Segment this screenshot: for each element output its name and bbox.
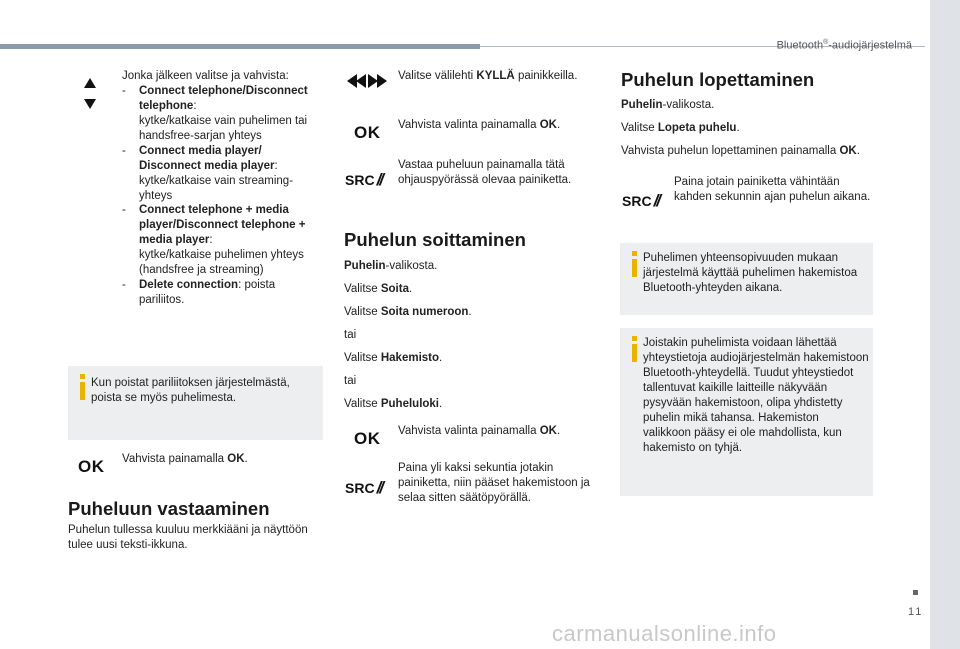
header-rule-dark	[0, 44, 480, 49]
info-box-contacts	[620, 328, 873, 496]
src-steering-button-icon: SRC //	[622, 191, 660, 210]
info-text: Joistakin puhelimista voidaan lähettää yhteystietoja audiojärjestelmän hakemistoon Bluetooth-yhteydellä. Tuudut yhteystiedot tallentuvat kaikille laitteille näkyvään pysyvään hakemistoon, olipa yhdistetty puhelin mikä tahansa. Hakemiston valikkoon pääsy ei ole mahdollista, kun hakemisto on tyhjä.	[643, 337, 869, 454]
page-number: 11	[908, 606, 924, 618]
intro-text: Jonka jälkeen valitse ja vahvista:	[122, 70, 289, 82]
press-long-text: Paina yli kaksi sekuntia jotakin painiketta, niin pääset hakemistoon ja selaa sitten säätöpyörällä.	[398, 462, 590, 504]
page-header-title: Bluetooth®-audiojärjestelmä	[776, 39, 912, 52]
list-item: - Connect media player/ Disconnect media player: kytke/katkaise vain streaming-yhteys	[122, 144, 322, 204]
end-call-steps: Puhelin-valikosta. Valitse Lopeta puhelu. Vahvista puhelun lopettaminen painamalla OK.	[621, 99, 860, 157]
press-hold-text: Paina jotain painiketta vähintään kahden sekunnin ajan puhelun aikana.	[674, 176, 871, 203]
answer-call-text: Puhelun tullessa kuuluu merkkiääni ja näyttöön tulee uusi teksti-ikkuna.	[68, 524, 308, 551]
ok-button-icon: OK	[354, 123, 381, 142]
page-marker-dot	[913, 590, 918, 595]
list-item: - Connect telephone + media player/Disconnect telephone + media player: kytke/katkaise puhelimen yhteys (handsfree ja streaming)	[122, 203, 322, 278]
info-box-unpair	[68, 366, 323, 440]
heading-answer-call: Puheluun vastaaminen	[68, 498, 270, 519]
make-call-steps: Puhelin-valikosta. Valitse Soita. Valitse Soita numeroon. tai Valitse Hakemisto. tai Valitse Puheluloki.	[344, 260, 472, 410]
arrow-down-icon	[84, 99, 96, 109]
src-steering-button-icon: SRC //	[345, 170, 383, 189]
confirm-text: Vahvista valinta painamalla OK.	[398, 119, 561, 131]
arrow-up-icon	[84, 78, 96, 88]
arrow-left-right-icon	[347, 74, 387, 88]
confirm-text: Vahvista valinta painamalla OK.	[398, 425, 561, 437]
page-side-tab	[930, 0, 960, 649]
connection-options	[122, 69, 322, 308]
info-box-compatibility	[620, 243, 873, 315]
ok-button-icon: OK	[78, 457, 105, 476]
src-steering-button-icon: SRC //	[345, 478, 383, 497]
info-text: Puhelimen yhteensopivuuden mukaan järjestelmä käyttää puhelimen hakemistoa Bluetooth-yhteyden aikana.	[643, 252, 858, 294]
confirm-text: Vahvista painamalla OK.	[122, 453, 248, 465]
info-text: Kun poistat pariliitoksen järjestelmästä, poista se myös puhelimesta.	[91, 377, 290, 404]
heading-end-call: Puhelun lopettaminen	[621, 69, 815, 90]
heading-make-call: Puhelun soittaminen	[344, 229, 526, 250]
connection-option-list	[122, 84, 322, 308]
ok-button-icon: OK	[354, 429, 381, 448]
answer-steering-text: Vastaa puheluun painamalla tätä ohjauspyörässä olevaa painiketta.	[398, 159, 572, 186]
watermark: carmanualsonline.info	[552, 621, 777, 646]
select-yes-text: Valitse välilehti KYLLÄ painikkeilla.	[398, 70, 578, 82]
list-item: - Connect telephone/Disconnect telephone: kytke/katkaise vain puhelimen tai handsfree-sarjan yhteys	[122, 84, 322, 144]
list-item: - Delete connection: poista pariliitos.	[122, 278, 322, 308]
